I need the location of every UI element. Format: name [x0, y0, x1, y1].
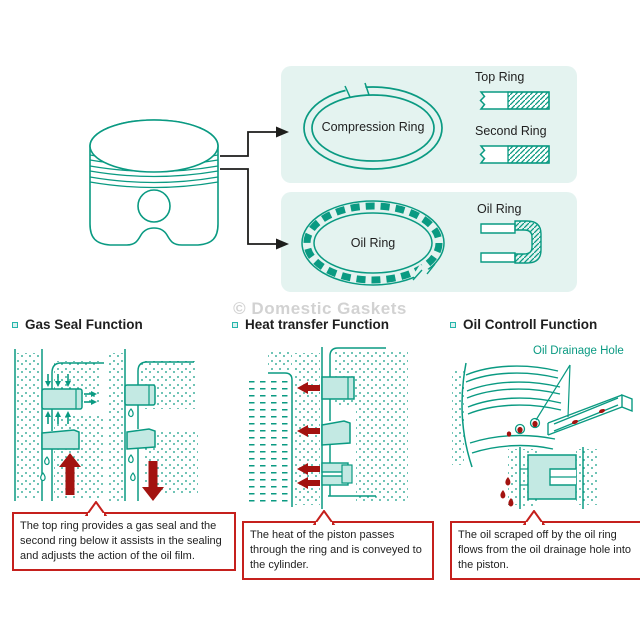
gas-seal-diagram — [8, 343, 220, 505]
callout-tail — [312, 510, 336, 525]
connector-arrows — [220, 132, 276, 244]
heat-transfer-callout-text: The heat of the piston passes through the ring and is conveyed to the cylinder. — [250, 529, 422, 571]
oil-control-diagram — [450, 343, 640, 513]
heat-transfer-diagram — [238, 343, 428, 513]
heading-oil-control-text: Oil Controll Function — [463, 317, 598, 332]
oil-ring-profile — [479, 218, 551, 268]
second-ring-label: Second Ring — [475, 124, 547, 138]
heat-transfer-callout — [242, 521, 434, 580]
compression-ring-panel — [281, 66, 577, 183]
watermark: © Domestic Gaskets — [233, 299, 407, 318]
oil-ring-label: Oil Ring — [350, 236, 396, 250]
drainage-channel-detail — [548, 395, 632, 435]
bullet-icon — [12, 322, 18, 328]
oil-hole-dot — [507, 431, 511, 436]
oil-ring-panel — [281, 192, 577, 292]
oil-control-callout — [450, 521, 640, 580]
oil-control-callout-text: The oil scraped off by the oil ring flows from the oil drainage hole into the piston. — [458, 529, 632, 571]
heading-heat-transfer — [232, 317, 389, 332]
heading-gas-seal — [12, 317, 143, 332]
oil-hole-dot — [517, 427, 522, 433]
bullet-icon — [450, 322, 456, 328]
oil-drainage-hole-label: Oil Drainage Hole — [533, 345, 624, 357]
heading-gas-seal-text: Gas Seal Function — [25, 317, 143, 332]
oil-hole-dot — [532, 421, 537, 427]
ring-groove-bands — [466, 366, 561, 453]
heading-oil-control — [450, 317, 597, 332]
leader-lines — [536, 365, 570, 420]
bullet-icon — [232, 322, 238, 328]
gas-seal-callout — [12, 512, 236, 571]
compression-ring-label: Compression Ring — [321, 120, 425, 134]
callout-tail — [522, 510, 546, 525]
oil-ring-profile-label: Oil Ring — [477, 202, 522, 216]
top-ring-profile — [475, 90, 555, 112]
gas-seal-callout-text: The top ring provides a gas seal and the second ring below it assists in the sealing and adjusts the action of the oil film. — [20, 520, 222, 562]
heading-heat-transfer-text: Heat transfer Function — [245, 317, 390, 332]
top-ring-label: Top Ring — [475, 70, 525, 84]
second-ring-profile — [475, 144, 555, 166]
callout-tail — [84, 501, 108, 516]
